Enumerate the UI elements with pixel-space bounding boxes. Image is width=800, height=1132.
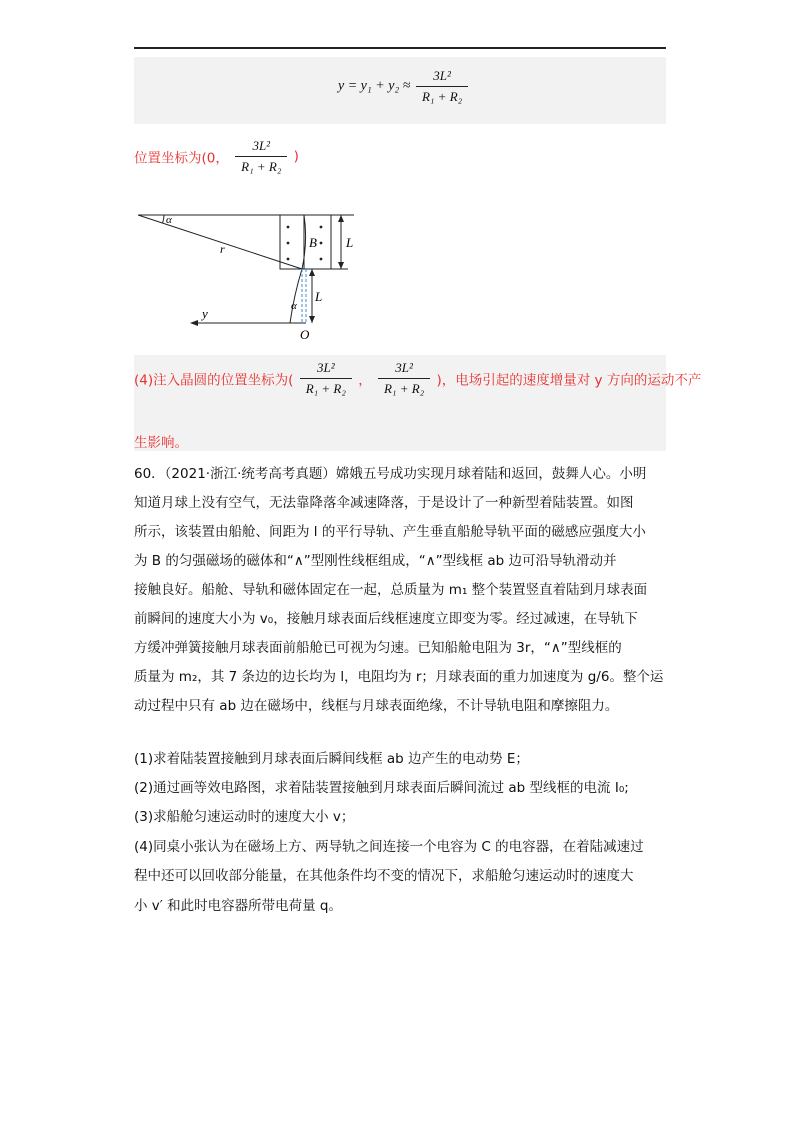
answer4-frac1-den: R₁ + R₂ (300, 378, 352, 397)
problem-line: 知道月球上没有空气，无法靠降落伞减速降落，于是设计了一种新型着陆装置。如图 (134, 495, 634, 511)
origin-label: O (300, 327, 310, 342)
problem-line: 60．（2021·浙江·统考高考真题）嫦娥五号成功实现月球着陆和返回，鼓舞人心。小明 (134, 466, 647, 482)
position-suffix: ) (293, 148, 299, 165)
problem-line: 方缓冲弹簧接触月球表面前船舱已可视为匀速。已知船舱电阻为 3r，“∧”型线框的 (134, 640, 622, 656)
answer4-frac1-num: 3L² (316, 360, 335, 375)
question-2: (2)通过画等效电路图，求着陆装置接触到月球表面后瞬间流过 ab 型线框的电流 I₀; (134, 780, 629, 796)
answer4-fraction2 (378, 360, 430, 397)
question-4-line1: (4)同桌小张认为在磁场上方、两导轨之间连接一个电容为 C 的电容器，在着陆减速过 (134, 839, 644, 855)
trajectory-diagram (134, 205, 364, 345)
problem-line: 接触良好。船舱、导轨和磁体固定在一起，总质量为 m₁ 整个装置竖直着陆到月球表面 (134, 582, 648, 598)
problem-line: 为 B 的匀强磁场的磁体和“∧”型刚性线框组成，“∧”型线框 ab 边可沿导轨滑动并 (134, 553, 617, 569)
problem-line: 质量为 m₂，其 7 条边的边长均为 l，电阻均为 r；月球表面的重力加速度为 g/6。整个运 (134, 669, 664, 685)
answer4-line2: 生影响。 (134, 435, 188, 451)
question-1: (1)求着陆装置接触到月球表面后瞬间线框 ab 边产生的电动势 E； (134, 751, 529, 767)
position-numerator: 3L² (252, 138, 271, 153)
question-4-line3: 小 v′ 和此时电容器所带电荷量 q。 (134, 898, 342, 914)
formula-denominator: R₁ + R₂ (416, 86, 468, 105)
answer4-frac2-num: 3L² (395, 360, 413, 375)
L-lower-label: L (315, 289, 323, 304)
problem-line: 动过程中只有 ab 边在磁场中，线框与月球表面绝缘，不计导轨电阻和摩擦阻力。 (134, 698, 619, 714)
position-prefix: 位置坐标为(0， (134, 150, 229, 167)
alpha-low-label: α (291, 300, 297, 312)
problem-line: 所示，该装置由船舱、间距为 l 的平行导轨、产生垂直船舱导轨平面的磁感应强度大小 (134, 524, 646, 540)
answer4-fraction1 (300, 360, 352, 397)
answer4-prefix: (4)注入晶圆的位置坐标为( (134, 372, 294, 389)
question-4-line2: 程中还可以回收部分能量，在其他条件均不变的情况下，求船舱匀速运动时的速度大 (134, 868, 634, 884)
position-fraction (235, 138, 287, 175)
position-line (134, 138, 299, 175)
answer4-suffix: )，电场引起的速度增量对 y 方向的运动不产 (436, 372, 702, 389)
alpha-top-label: α (166, 214, 172, 226)
question-3: (3)求船舱匀速运动时的速度大小 v； (134, 809, 355, 825)
answer4-frac2-den: R₁ + R₂ (378, 378, 430, 397)
y-axis-label: y (202, 306, 208, 321)
problem-statement (134, 460, 669, 721)
r-label: r (220, 242, 225, 256)
answer4-comma: ， (358, 372, 372, 389)
L-right-label: L (346, 235, 354, 250)
formula-top (338, 68, 470, 105)
problem-line: 前瞬间的速度大小为 v₀，接触月球表面后线框速度立即变为零。经过减速，在导轨下 (134, 611, 638, 627)
answer4-line1 (134, 360, 701, 397)
formula-lhs: y = y₁ + y₂ ≈ (338, 78, 411, 94)
position-denominator: R₁ + R₂ (235, 156, 287, 175)
header-rule (134, 47, 666, 49)
B-label: B (309, 235, 317, 250)
formula-numerator: 3L² (433, 68, 451, 83)
formula-fraction (416, 68, 468, 105)
